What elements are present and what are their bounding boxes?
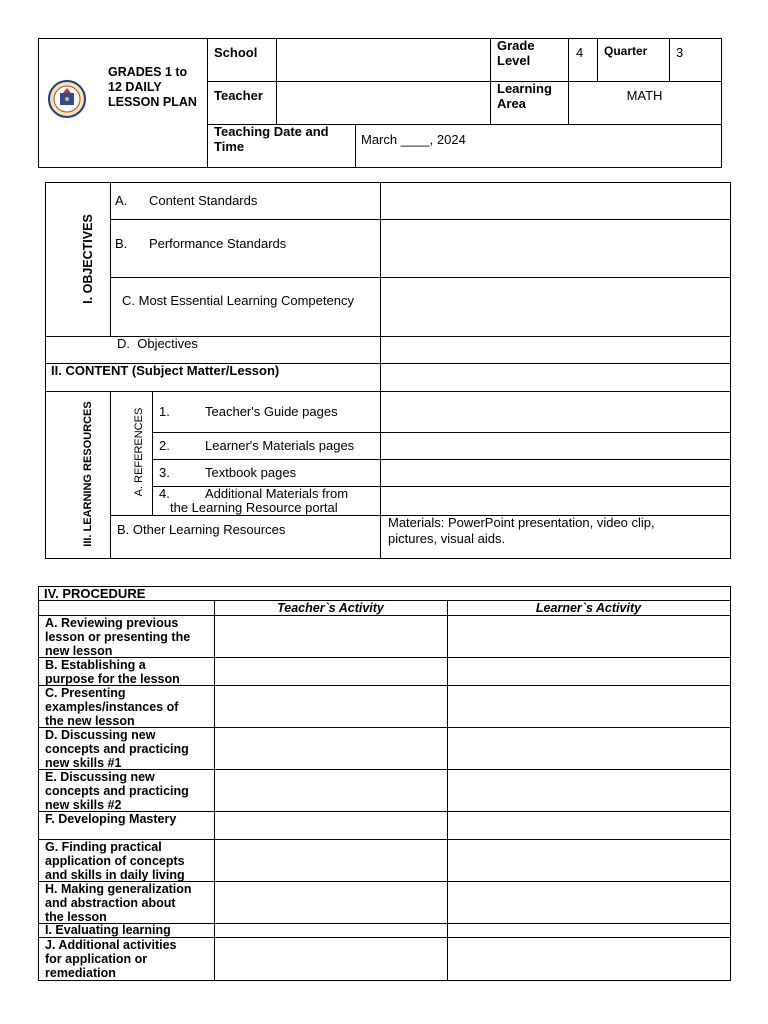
ref-item-3-text: Textbook pages — [205, 465, 297, 480]
procedure-row-a-line3: new lesson — [45, 644, 113, 658]
learning-area-value: MATH — [626, 88, 663, 103]
procedure-row-j — [45, 938, 213, 980]
objectives-section-label: I. OBJECTIVES — [81, 214, 95, 304]
procedure-row-g-line1: G. Finding practical — [45, 840, 162, 854]
procedure-row-c — [45, 686, 213, 728]
procedure-row-j-line3: remediation — [45, 966, 116, 980]
procedure-row-j-line1: J. Additional activities — [45, 938, 177, 952]
procedure-row-c-line3: the new lesson — [45, 714, 135, 728]
references-label: A. REFERENCES — [133, 407, 145, 497]
procedure-row-a-line2: lesson or presenting the — [45, 630, 191, 644]
other-resources-value-line2: pictures, visual aids. — [388, 531, 506, 546]
procedure-row-a-line1: A. Reviewing previous — [45, 616, 179, 630]
procedure-row-i — [45, 923, 213, 937]
procedure-row-b — [45, 658, 213, 686]
ref-item-4-text: Additional Materials from — [205, 486, 349, 501]
procedure-row-f-line1: F. Developing Mastery — [45, 812, 177, 826]
procedure-row-h — [45, 882, 213, 924]
ref-item-2-text: Learner's Materials pages — [205, 438, 355, 453]
procedure-row-d-line3: new skills #1 — [45, 756, 122, 770]
procedure-row-c-line2: examples/instances of — [45, 700, 179, 714]
content-section-label: II. CONTENT (Subject Matter/Lesson) — [51, 363, 280, 378]
quarter-value: 3 — [676, 45, 684, 60]
procedure-row-d-line1: D. Discussing new — [45, 728, 156, 742]
deped-seal-logo — [42, 79, 92, 119]
procedure-row-j-line2: for application or — [45, 952, 148, 966]
procedure-title: IV. PROCEDURE — [44, 586, 146, 601]
other-resources-value-line1: Materials: PowerPoint presentation, video clip, — [388, 515, 655, 530]
learning-resources-section-label: III. LEARNING RESOURCES — [82, 401, 94, 547]
teaching-date-label: Teaching Date and Time — [214, 124, 329, 154]
procedure-row-e-line2: concepts and practicing — [45, 784, 189, 798]
procedure-row-e-line3: new skills #2 — [45, 798, 122, 812]
procedure-row-i-line1: I. Evaluating learning — [45, 923, 171, 937]
procedure-row-d — [45, 728, 213, 770]
ref-item-1-text: Teacher's Guide pages — [205, 404, 338, 419]
procedure-row-e — [45, 770, 213, 812]
performance-standards-label: B. Performance Standards — [115, 236, 287, 251]
teacher-activity-header: Teacher`s Activity — [277, 601, 384, 615]
procedure-row-h-line2: and abstraction about — [45, 896, 176, 910]
plan-title: GRADES 1 to 12 DAILY LESSON PLAN — [108, 65, 197, 109]
procedure-row-d-line2: concepts and practicing — [45, 742, 189, 756]
procedure-row-h-line1: H. Making generalization — [45, 882, 192, 896]
procedure-row-b-line1: B. Establishing a — [45, 658, 146, 672]
teaching-date-value: March ____, 2024 — [361, 132, 466, 147]
grade-level-label: Grade Level — [497, 38, 535, 68]
procedure-row-g-line3: and skills in daily living — [45, 868, 185, 882]
procedure-row-h-line3: the lesson — [45, 910, 107, 924]
learner-activity-header: Learner`s Activity — [535, 601, 642, 615]
school-label: School — [214, 45, 258, 60]
ref-item-2-num: 2. — [159, 438, 170, 453]
procedure-row-a — [45, 616, 213, 658]
quarter-label: Quarter — [604, 44, 648, 58]
grade-level-value: 4 — [576, 45, 584, 60]
ref-item-3-num: 3. — [159, 465, 170, 480]
teacher-label: Teacher — [214, 88, 263, 103]
melc-label: C. Most Essential Learning Competency — [122, 293, 354, 308]
procedure-row-c-line1: C. Presenting — [45, 686, 126, 700]
procedure-row-g — [45, 840, 213, 882]
procedure-row-f — [45, 812, 213, 826]
ref-item-1-num: 1. — [159, 404, 170, 419]
procedure-row-b-line2: purpose for the lesson — [45, 672, 180, 686]
procedure-row-g-line2: application of concepts — [45, 854, 185, 868]
procedure-row-e-line1: E. Discussing new — [45, 770, 155, 784]
learning-area-label: Learning Area — [497, 81, 552, 111]
ref-item-4-continuation: the Learning Resource portal — [170, 500, 338, 515]
ref-item-4-num: 4. — [159, 486, 170, 501]
content-standards-label: A. Content Standards — [115, 193, 258, 208]
objectives-label: D. Objectives — [117, 336, 198, 351]
other-resources-label: B. Other Learning Resources — [117, 522, 286, 537]
